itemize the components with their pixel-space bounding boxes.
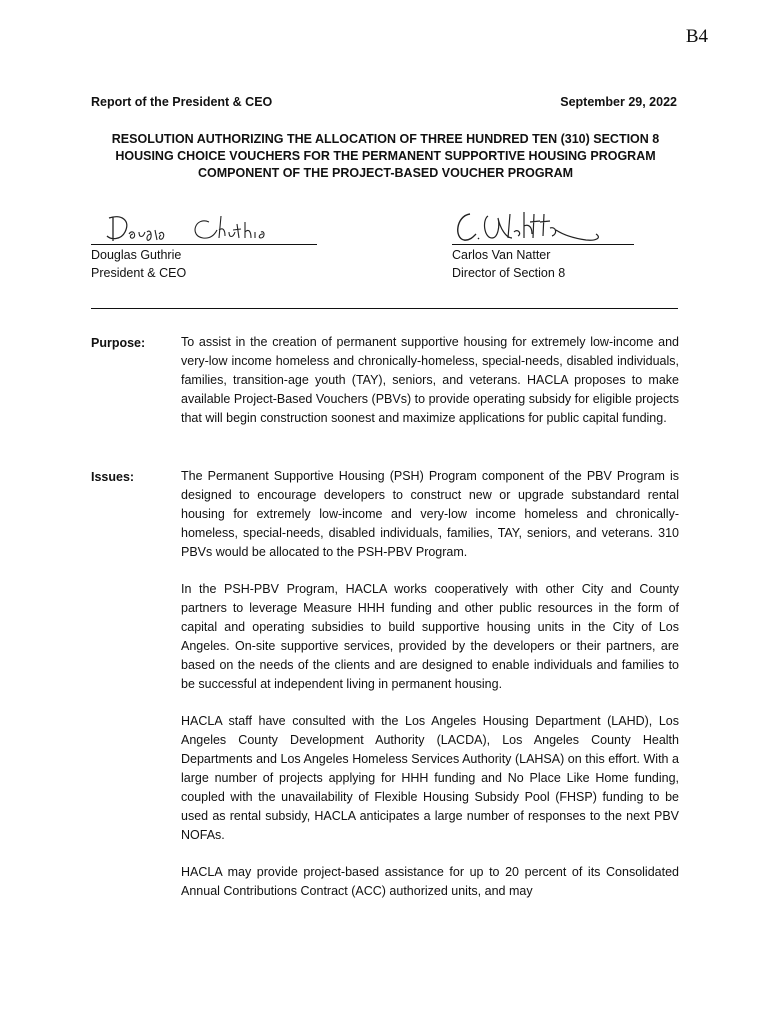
handwritten-signature-icon [91,208,317,244]
report-date: September 29, 2022 [560,95,677,109]
signer-role: Director of Section 8 [452,266,566,280]
issues-paragraph: HACLA staff have consulted with the Los Angeles Housing Department (LAHD), Los Angeles County Development Authority (LACDA), Los Angeles County Health Departments and Los Angeles Homeless Services Authority (LAHSA) on this effort. With a large number of projects applying for HHH funding and No Place Like Home funding, coupled with the unavailability of Flexible Housing Subsidy Pool (FHSP) funding to be used as rental subsidy, HACLA anticipates a large number of responses to the next PBV NOFAs. [181,714,679,842]
purpose-body [181,333,679,446]
issues-paragraph: The Permanent Supportive Housing (PSH) Program component of the PBV Program is designed to encourage developers to construct new or upgrade substandard rental housing for extremely low-income and very-low income homeless and chronically-homeless, special-needs, disabled individuals, families, TAY, seniors, and veterans. 310 PBVs would be allocated to the PSH-PBV Program. [181,469,679,559]
issues-body [181,467,679,919]
signer-role: President & CEO [91,266,187,280]
page-code: B4 [685,26,708,47]
resolution-title: RESOLUTION AUTHORIZING THE ALLOCATION OF THREE HUNDRED TEN (310) SECTION 8 HOUSING CHOICE VOUCHERS FOR THE PERMANENT SUPPORTIVE HOUSING PROGRAM COMPONENT OF THE PROJECT-BASED VOUCHER PROGRAM [111,132,660,180]
signature-guthrie [91,208,317,245]
signer-name: Carlos Van Natter [452,248,551,262]
purpose-label: Purpose: [91,336,146,350]
signer-name: Douglas Guthrie [91,248,182,262]
issues-paragraph: In the PSH-PBV Program, HACLA works cooperatively with other City and County partners to leverage Measure HHH funding and other public resources in the form of capital and operating subsidies to build supportive housing units in the City of Los Angeles. On-site supportive services, provided by the developers or their partners, are based on the needs of the clients and are designed to enable individuals and families to be successful at independent living in permanent housing. [181,582,679,691]
signature-vannatter [452,208,634,245]
issues-paragraph: HACLA may provide project-based assistance for up to 20 percent of its Consolidated Annual Contributions Contract (ACC) authorized units, and may [181,865,679,898]
report-header: Report of the President & CEO [91,95,273,109]
signature-block-guthrie [91,208,317,282]
section-divider [91,308,678,309]
signature-block-vannatter [452,208,634,282]
handwritten-signature-icon [452,208,634,244]
purpose-paragraph: To assist in the creation of permanent supportive housing for extremely low-income and very-low income homeless and chronically-homeless, special-needs, disabled individuals, families, transition-age youth (TAY), seniors, and veterans. HACLA proposes to make available Project-Based Vouchers (PBVs) to provide operating subsidy for eligible projects that will begin construction soonest and maximize applications for public capital funding. [181,335,679,425]
issues-label: Issues: [91,470,135,484]
